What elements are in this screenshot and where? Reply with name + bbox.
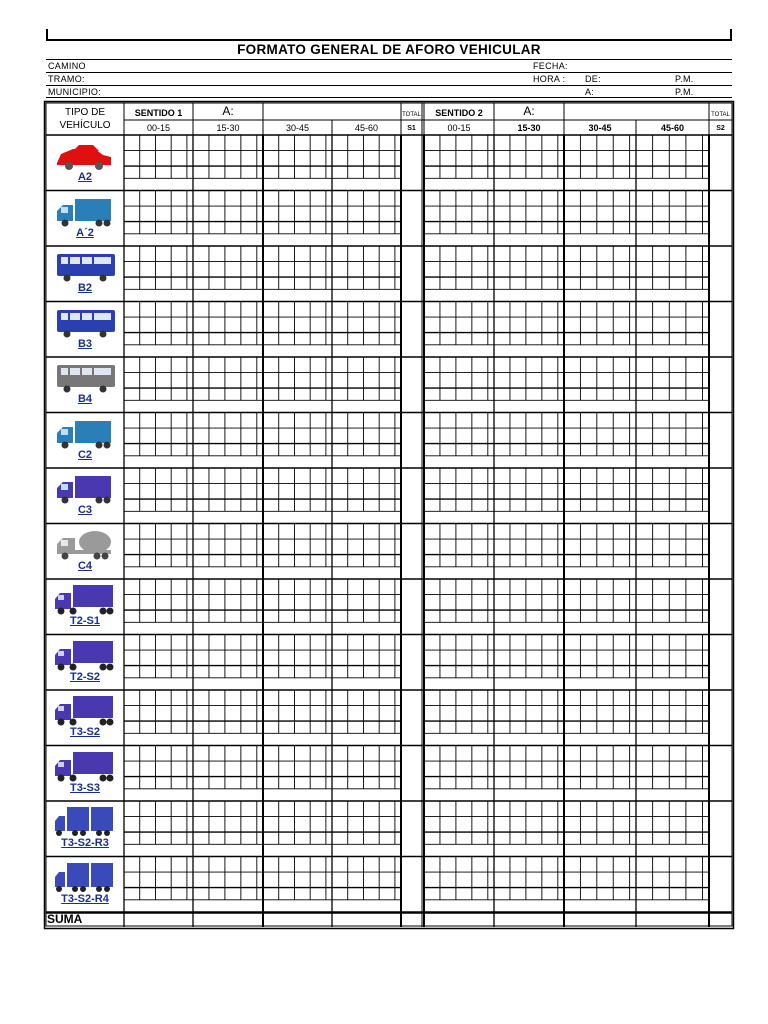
s2-interval-header: 00-15 <box>447 123 471 133</box>
bus-icon <box>53 248 117 282</box>
a-label: A: <box>585 87 595 97</box>
vehicle-row-c3 <box>46 470 124 516</box>
tractor-trailer-icon <box>53 692 117 726</box>
s1-interval-header: 00-15 <box>146 123 171 133</box>
vehicle-label: B3 <box>77 337 93 350</box>
tractor-trailer-icon <box>53 581 117 615</box>
s2-interval-header: 45-60 <box>660 123 685 133</box>
double-trailer-icon <box>53 803 117 837</box>
vehicle-label: C2 <box>77 448 93 461</box>
tramo-label: TRAMO: <box>48 74 85 84</box>
tractor-trailer-icon <box>53 748 117 782</box>
s1-interval-header: 45-60 <box>354 123 379 133</box>
vehicle-label: T3-S2-R3 <box>61 837 109 849</box>
camino-label: CAMINO <box>48 61 86 71</box>
tractor-trailer-icon <box>53 637 117 671</box>
total-s2-header: TOTAL <box>711 112 730 118</box>
hora-label: HORA : <box>533 74 566 84</box>
vehicle-row-t3-s3 <box>46 748 124 794</box>
pm-label: P.M. <box>675 74 694 84</box>
s1-interval-header: 15-30 <box>216 123 240 133</box>
vehicle-label: T3-S2-R4 <box>61 892 109 905</box>
tipo-header: TIPO DE <box>64 107 105 118</box>
bus-icon <box>53 304 117 338</box>
vehicle-label: B4 <box>77 393 93 405</box>
vehiculo-header: VEHÍCULO <box>59 120 111 131</box>
total-s1-header: TOTAL <box>402 112 421 118</box>
sentido1-header: SENTIDO 1 <box>134 108 183 118</box>
vehicle-row-b3 <box>46 304 124 350</box>
form-inner-border <box>46 103 732 926</box>
truck-icon <box>53 470 117 504</box>
bus-icon <box>53 359 117 393</box>
s2-interval-header: 30-45 <box>588 123 612 133</box>
vehicle-label: C4 <box>77 559 93 572</box>
vehicle-row-c2 <box>46 415 124 461</box>
vehicle-label: C3 <box>77 504 93 516</box>
vehicle-row-t2-s1 <box>46 581 124 627</box>
vehicle-row-t3-s2 <box>46 692 124 738</box>
vehicle-label: A2 <box>77 171 93 183</box>
s2-header: S2 <box>716 125 725 132</box>
vehicle-row-b4 <box>46 359 124 405</box>
mixer-truck-icon <box>53 526 117 560</box>
vehicle-label: T3-S2 <box>70 726 100 738</box>
vehicle-row-t3-s2-r4 <box>46 859 124 905</box>
sentido2-header: SENTIDO 2 <box>435 108 483 118</box>
vehicle-row-a2 <box>46 137 124 183</box>
vehicle-row-c4 <box>46 526 124 572</box>
form-title: FORMATO GENERAL DE AFORO VEHICULAR <box>237 42 541 57</box>
vehicle-row-b2 <box>46 248 124 294</box>
pm-label: P.M. <box>675 87 694 97</box>
fecha-label: FECHA: <box>533 61 568 71</box>
de-label: DE: <box>585 74 601 84</box>
vehicle-label: T2-S1 <box>70 615 100 627</box>
vehicle-label: B2 <box>77 282 93 294</box>
vehicle-label: A´2 <box>76 226 94 239</box>
double-trailer-icon <box>53 859 117 893</box>
s1-interval-header: 30-45 <box>285 123 310 133</box>
small-truck-icon <box>53 193 117 227</box>
suma-label: SUMA <box>47 912 83 926</box>
vehicle-label: T3-S3 <box>70 781 100 794</box>
car-icon <box>53 137 117 171</box>
municipio-label: MUNICIPIO: <box>48 87 102 97</box>
s2-interval-header: 15-30 <box>517 123 541 133</box>
s1-header: S1 <box>407 125 416 132</box>
vehicle-row-t3-s2-r3 <box>46 803 124 849</box>
form-border <box>45 102 734 929</box>
truck-icon <box>53 415 117 449</box>
vehicle-row-a´2 <box>46 193 124 239</box>
sentido1-a-header: A: <box>222 104 234 118</box>
vehicle-row-t2-s2 <box>46 637 124 683</box>
sentido2-a-header: A: <box>523 104 535 118</box>
vehicle-label: T2-S2 <box>70 670 100 683</box>
